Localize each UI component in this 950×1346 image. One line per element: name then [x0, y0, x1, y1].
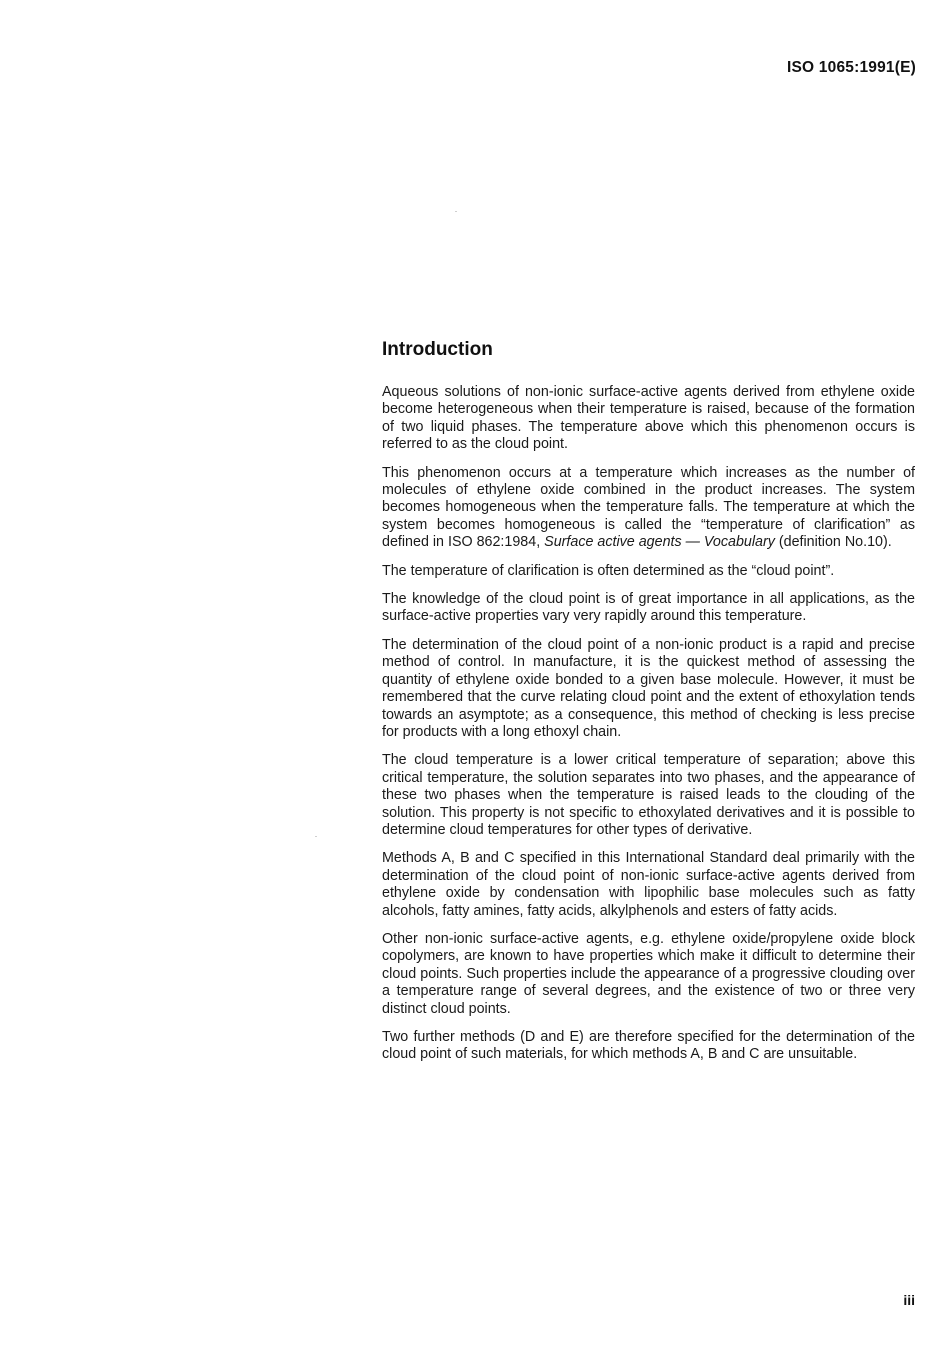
page-number: iii — [903, 1292, 915, 1308]
paragraph-method-of-control: The determination of the cloud point of a non-ionic product is a rapid and precise method of control. In manufacture, it is the quickest method of assessing the quantity of ethylene oxide bonded to a given base molecule. However, it must be remembered that the curve relating cloud point and the extent of ethoxylation tends towards an asymptote; as a consequence, this method of checking is less precise for products with a long ethoxyl chain. — [382, 636, 915, 740]
paragraph-temperature-of-clarification — [382, 465, 915, 552]
paragraph-other-agents: Other non-ionic surface-active agents, e.g. ethylene oxide/propylene oxide block copolymers, are known to have properties which make it difficult to determine their cloud points. Such properties include the appearance of a progressive clouding over a temperature range of several degrees, and the existence of two or three very distinct cloud points. — [382, 930, 915, 1017]
document-header: ISO 1065:1991(E) — [787, 59, 916, 76]
paragraph-importance: The knowledge of the cloud point is of great importance in all applications, as the surface-active properties vary very rapidly around this temperature. — [382, 591, 915, 625]
paragraph-text: (definition No.10). — [774, 534, 892, 551]
section-heading: Introduction — [382, 339, 493, 360]
scan-speck — [315, 836, 317, 837]
paragraph-text: This phenomenon occurs at a temperature which increases as the number of molecules of ethylene oxide combined in the product increases. The system becomes homogeneous when the temperature falls. The temperature at which the system becomes homogeneous is called the “temperature of clarification” as defined in ISO 862:1984, — [382, 464, 915, 551]
paragraph-methods-a-b-c: Methods A, B and C specified in this International Standard deal primarily with the determination of the cloud point of non-ionic surface-active agents derived from ethylene oxide by condensation with lipophilic base molecules such as fatty alcohols, fatty amines, fatty acids, alkylphenols and esters of fatty acids. — [382, 850, 915, 919]
paragraph-critical-temperature: The cloud temperature is a lower critical temperature of separation; above this critical temperature, the solution separates into two phases, and the appearance of these two phases when the temperature is raised leads to the clouding of the solution. This property is not specific to ethoxylated derivatives and it is possible to determine cloud temperatures for other types of derivative. — [382, 752, 915, 838]
paragraph-methods-d-e: Two further methods (D and E) are therefore specified for the determination of the cloud point of such materials, for which methods A, B and C are unsuitable. — [382, 1029, 915, 1063]
cited-title: Surface active agents — Vocabulary — [544, 534, 775, 551]
scan-speck — [455, 211, 457, 212]
paragraph-cloud-point-definition: Aqueous solutions of non-ionic surface-active agents derived from ethylene oxide become heterogeneous when their temperature is raised, because of the formation of two liquid phases. The temperature above which this phenomenon occurs is referred to as the cloud point. — [382, 384, 915, 453]
introduction-section — [382, 338, 915, 1075]
paragraph-clarification-as-cloud-point: The temperature of clarification is often determined as the “cloud point”. — [382, 562, 835, 579]
